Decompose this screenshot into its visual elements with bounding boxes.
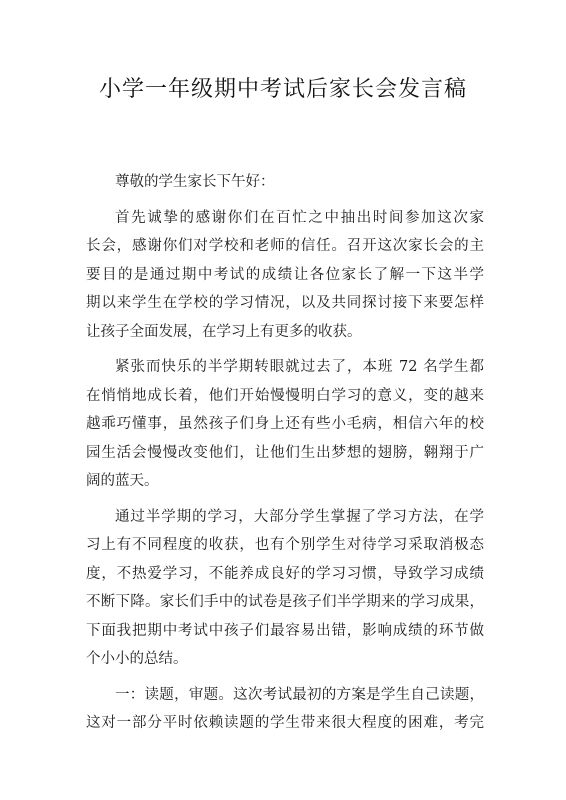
paragraph-line: 通过半学期的学习，大部分学生掌握了学习方法，在学 <box>115 508 484 525</box>
document-body <box>86 168 484 738</box>
paragraph-line: 一：读题，审题。这次考试最初的方案是学生自己读题， <box>115 686 484 703</box>
paragraph-line: 紧张而快乐的半学期转眼就过去了，本班 72 名学生都 <box>115 359 484 375</box>
paragraph-line: 个小小的总结。 <box>86 651 188 667</box>
paragraph-3 <box>86 503 484 674</box>
paragraph-line: 让孩子全面发展，在学习上有更多的收获。 <box>86 323 362 340</box>
paragraph-line: 越乖巧懂事，虽然孩子们身上还有些小毛病，相信六年的校 <box>86 416 484 432</box>
paragraph-1 <box>86 204 484 347</box>
paragraph-line: 下面我把期中考试中孩子们最容易出错，影响成绩的环节做 <box>86 622 484 639</box>
paragraph-line: 度，不热爱学习，不能养成良好的学习习惯，导致学习成绩 <box>86 565 484 582</box>
paragraph-4 <box>86 681 484 738</box>
paragraph-line: 期以来学生在学校的学习情况，以及共同探讨接下来要怎样 <box>86 295 484 311</box>
salutation: 尊敬的学生家长下午好： <box>115 174 275 190</box>
paragraph-line: 这对一部分平时依赖读题的学生带来很大程度的困难，考完 <box>86 715 484 731</box>
paragraph-line: 首先诚挚的感谢你们在百忙之中抽出时间参加这次家 <box>115 209 484 226</box>
paragraph-line: 要目的是通过期中考试的成绩让各位家长了解一下这半学 <box>86 266 484 283</box>
paragraph-line: 园生活会慢慢改变他们，让他们生出梦想的翅膀，翱翔于广 <box>86 444 484 461</box>
paragraph-2 <box>86 353 484 496</box>
paragraph-line: 习上有不同程度的收获，也有个别学生对待学习采取消极态 <box>86 537 484 553</box>
paragraph-line: 长会，感谢你们对学校和老师的信任。召开这次家长会的主 <box>86 238 484 254</box>
paragraph-line: 在悄悄地成长着，他们开始慢慢明白学习的意义，变的越来 <box>86 387 484 404</box>
paragraph-line: 不断下降。家长们手中的试卷是孩子们半学期来的学习成果， <box>86 594 484 610</box>
document-title: 小学一年级期中考试后家长会发言稿 <box>98 77 467 102</box>
paragraph-line: 阔的蓝天。 <box>86 473 159 489</box>
